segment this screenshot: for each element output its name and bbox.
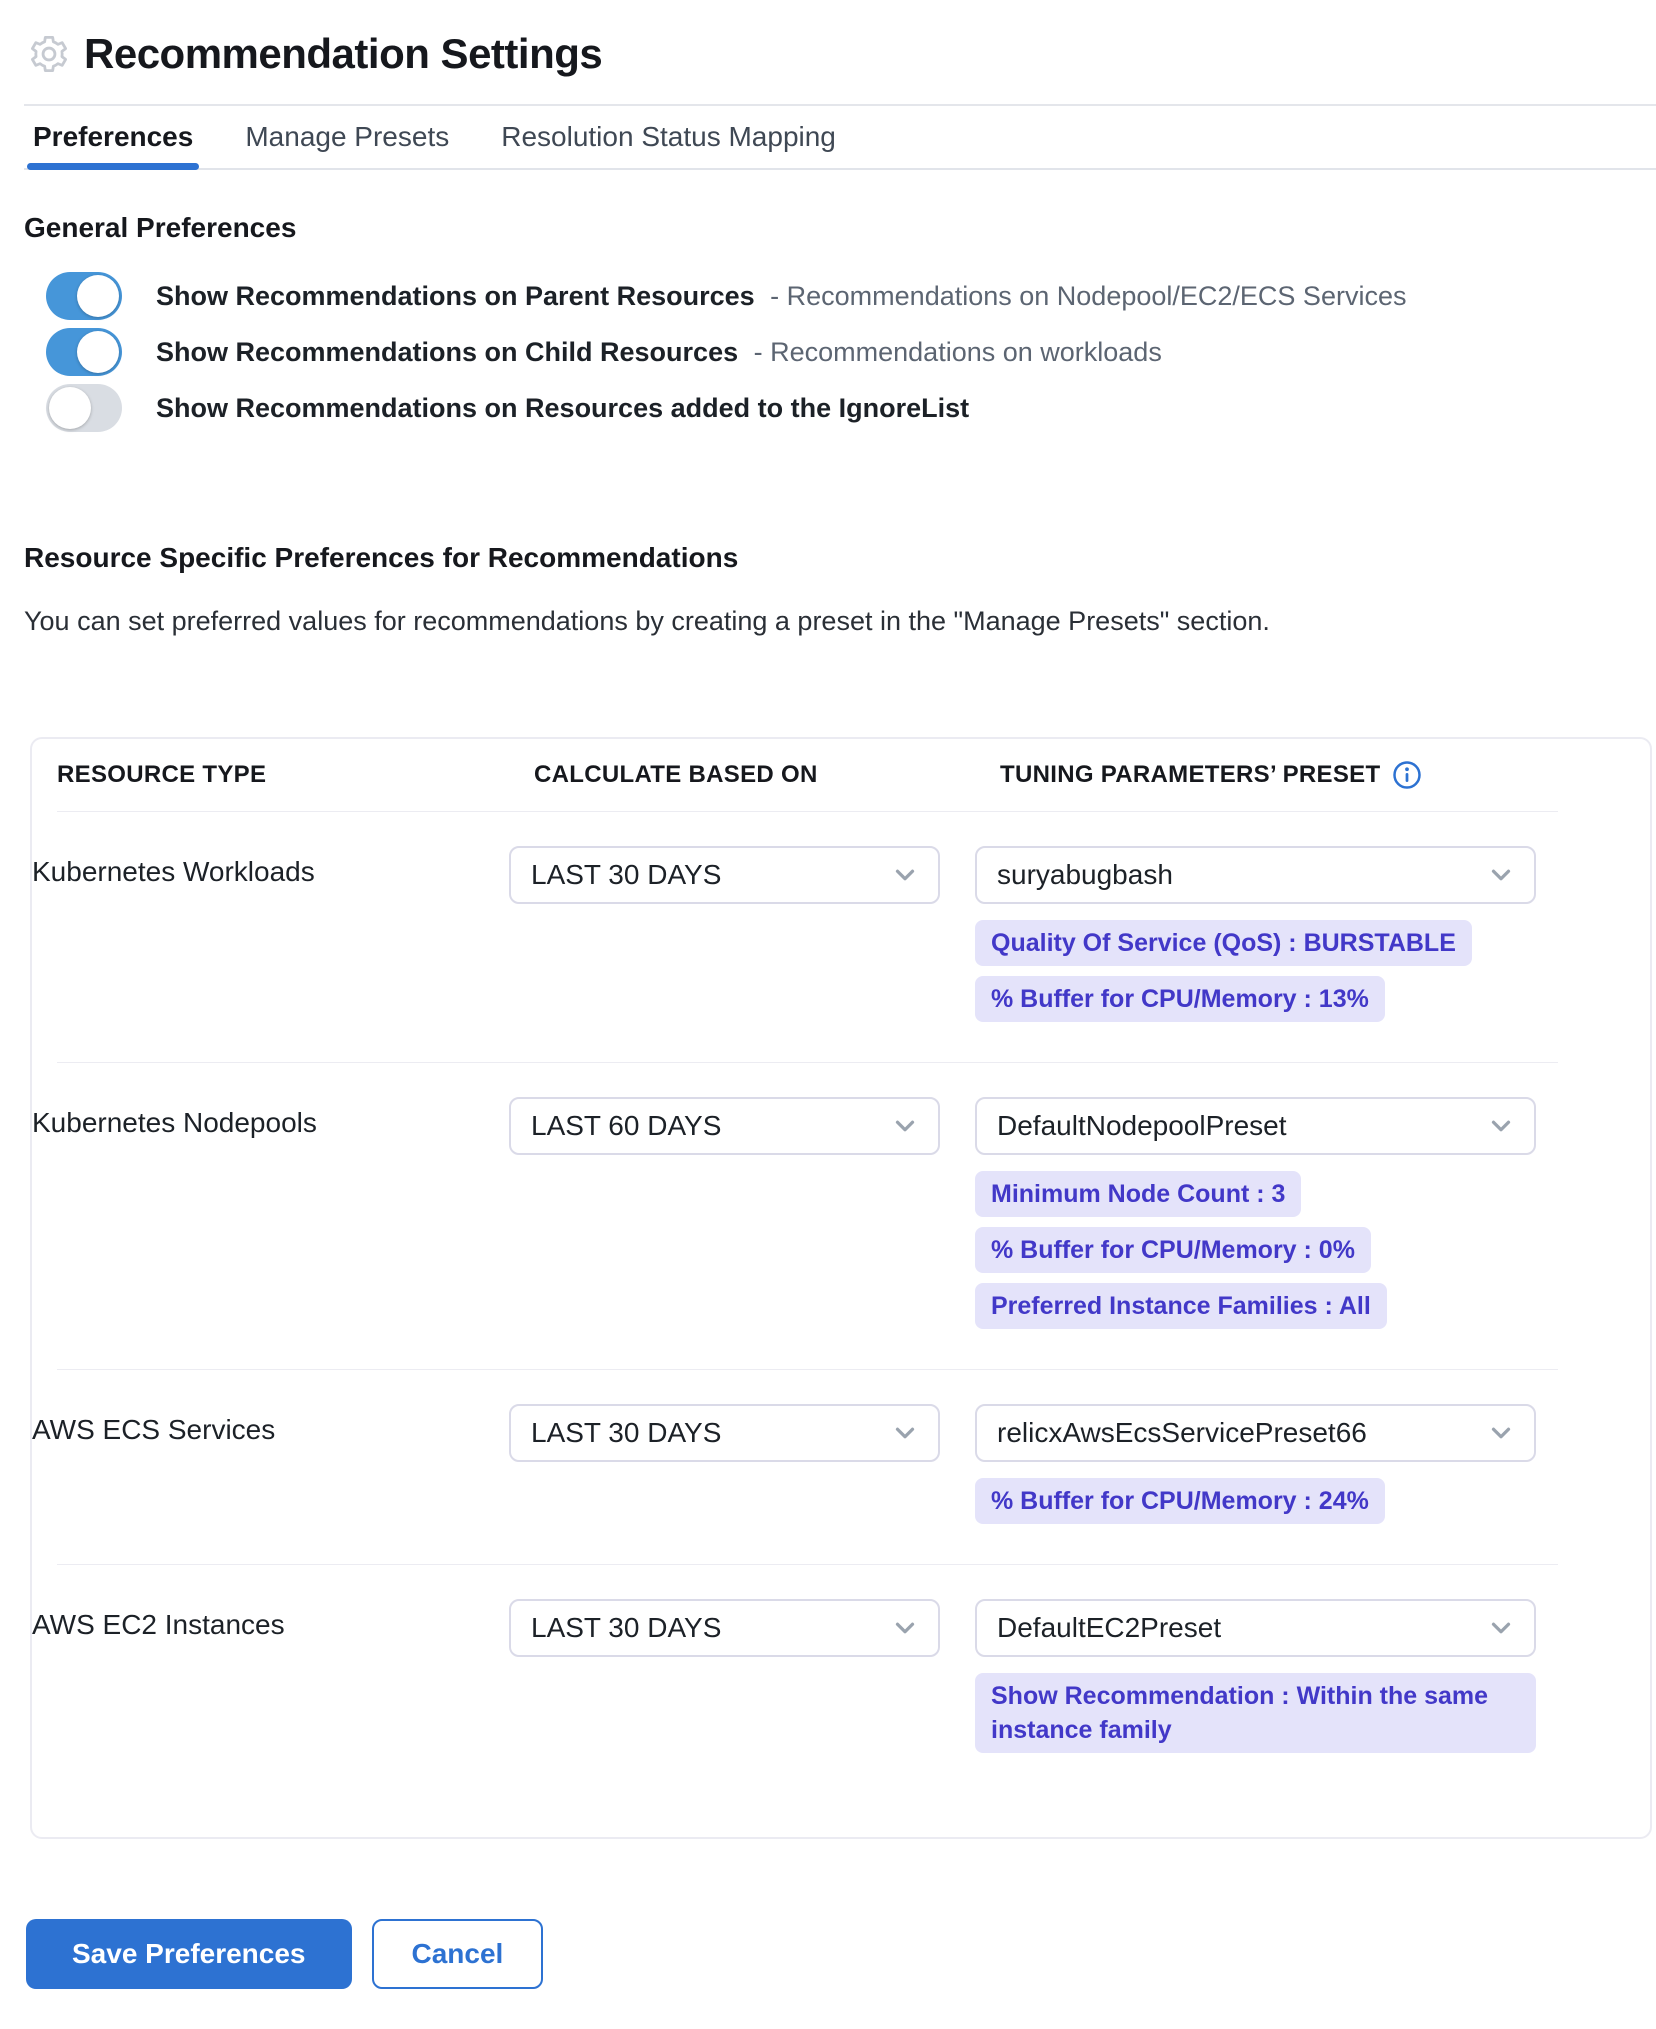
chevron-down-icon [1486,1111,1516,1141]
preset-badge: Minimum Node Count : 3 [975,1171,1301,1217]
toggle-label: Show Recommendations on Resources added to the IgnoreList [156,392,970,423]
resource-type-label: AWS ECS Services [32,1414,276,1445]
resource-preferences-description: You can set preferred values for recommendations by creating a preset in the "Manage Presets" section. [24,606,1270,636]
column-header-tuning-preset [1000,760,1561,790]
column-header-resource-type: RESOURCE TYPE [57,761,267,788]
table-row-kubernetes-workloads [32,812,1650,1062]
preset-badges [975,920,1536,1022]
tuning-preset-select[interactable] [975,1404,1536,1462]
preset-badge: % Buffer for CPU/Memory : 24% [975,1478,1385,1524]
preset-badge: % Buffer for CPU/Memory : 0% [975,1227,1371,1273]
calculate-based-on-select[interactable] [509,1599,940,1657]
calculate-based-on-select[interactable] [509,846,940,904]
resource-preferences-table [30,737,1652,1839]
toggle-knob [77,275,119,317]
chevron-down-icon [890,1418,920,1448]
table-row-aws-ec2-instances [32,1565,1650,1793]
page-title: Recommendation Settings [84,30,603,77]
selected-period: LAST 60 DAYS [531,1110,722,1141]
preset-badge: Quality Of Service (QoS) : BURSTABLE [975,920,1472,966]
table-header-row [32,739,1650,811]
toggle-row-parent-resources [46,272,1656,320]
selected-period: LAST 30 DAYS [531,1417,722,1448]
chevron-down-icon [890,1111,920,1141]
cancel-button[interactable]: Cancel [372,1919,544,1989]
toggle-text [156,393,969,424]
parent-resources-toggle[interactable] [46,272,122,320]
calculate-based-on-select[interactable] [509,1097,940,1155]
preset-badge: Preferred Instance Families : All [975,1283,1387,1329]
toggle-description: - Recommendations on Nodepool/EC2/ECS Services [770,280,1407,311]
column-header-calculate-based-on: CALCULATE BASED ON [534,761,818,788]
column-header-tuning-preset-label: TUNING PARAMETERS’ PRESET [1000,761,1381,788]
toggle-knob [49,387,91,429]
toggle-label: Show Recommendations on Parent Resources [156,280,755,311]
ignorelist-resources-toggle[interactable] [46,384,122,432]
page-header [24,30,1656,78]
preset-badges [975,1673,1536,1753]
tuning-preset-select[interactable] [975,846,1536,904]
info-icon[interactable] [1392,760,1422,790]
chevron-down-icon [890,1613,920,1643]
tuning-preset-select[interactable] [975,1097,1536,1155]
gear-icon [28,33,70,75]
tab-manage-presets[interactable]: Manage Presets [245,121,450,152]
footer-actions [24,1919,1656,1989]
preset-badges [975,1171,1536,1329]
resource-type-label: Kubernetes Nodepools [32,1107,317,1138]
selected-period: LAST 30 DAYS [531,859,722,890]
tab-resolution-status-mapping[interactable]: Resolution Status Mapping [501,121,836,152]
table-row-kubernetes-nodepools [32,1063,1650,1369]
preset-badge: % Buffer for CPU/Memory : 13% [975,976,1385,1022]
child-resources-toggle[interactable] [46,328,122,376]
preset-badges [975,1478,1536,1524]
preset-badge: Show Recommendation : Within the same instance family [975,1673,1536,1753]
tab-preferences[interactable]: Preferences [33,106,193,168]
toggle-description: - Recommendations on workloads [753,336,1162,367]
toggle-text [156,337,1162,368]
toggle-text [156,281,1406,312]
selected-preset: suryabugbash [997,859,1173,890]
table-row-aws-ecs-services [32,1370,1650,1564]
toggle-knob [77,331,119,373]
selected-period: LAST 30 DAYS [531,1612,722,1643]
resource-type-label: Kubernetes Workloads [32,856,315,887]
toggle-row-ignorelist-resources [46,384,1656,432]
chevron-down-icon [1486,860,1516,890]
settings-tabs [24,106,1656,170]
toggle-row-child-resources [46,328,1656,376]
toggle-label: Show Recommendations on Child Resources [156,336,739,367]
chevron-down-icon [1486,1613,1516,1643]
chevron-down-icon [1486,1418,1516,1448]
selected-preset: DefaultEC2Preset [997,1612,1222,1643]
resource-type-label: AWS EC2 Instances [32,1609,285,1640]
general-preferences-toggles [24,272,1656,432]
selected-preset: DefaultNodepoolPreset [997,1110,1287,1141]
selected-preset: relicxAwsEcsServicePreset66 [997,1417,1367,1448]
tuning-preset-select[interactable] [975,1599,1536,1657]
calculate-based-on-select[interactable] [509,1404,940,1462]
resource-preferences-heading: Resource Specific Preferences for Recommendations [24,542,739,573]
chevron-down-icon [890,860,920,890]
save-preferences-button[interactable]: Save Preferences [26,1919,352,1989]
general-preferences-heading: General Preferences [24,212,297,243]
